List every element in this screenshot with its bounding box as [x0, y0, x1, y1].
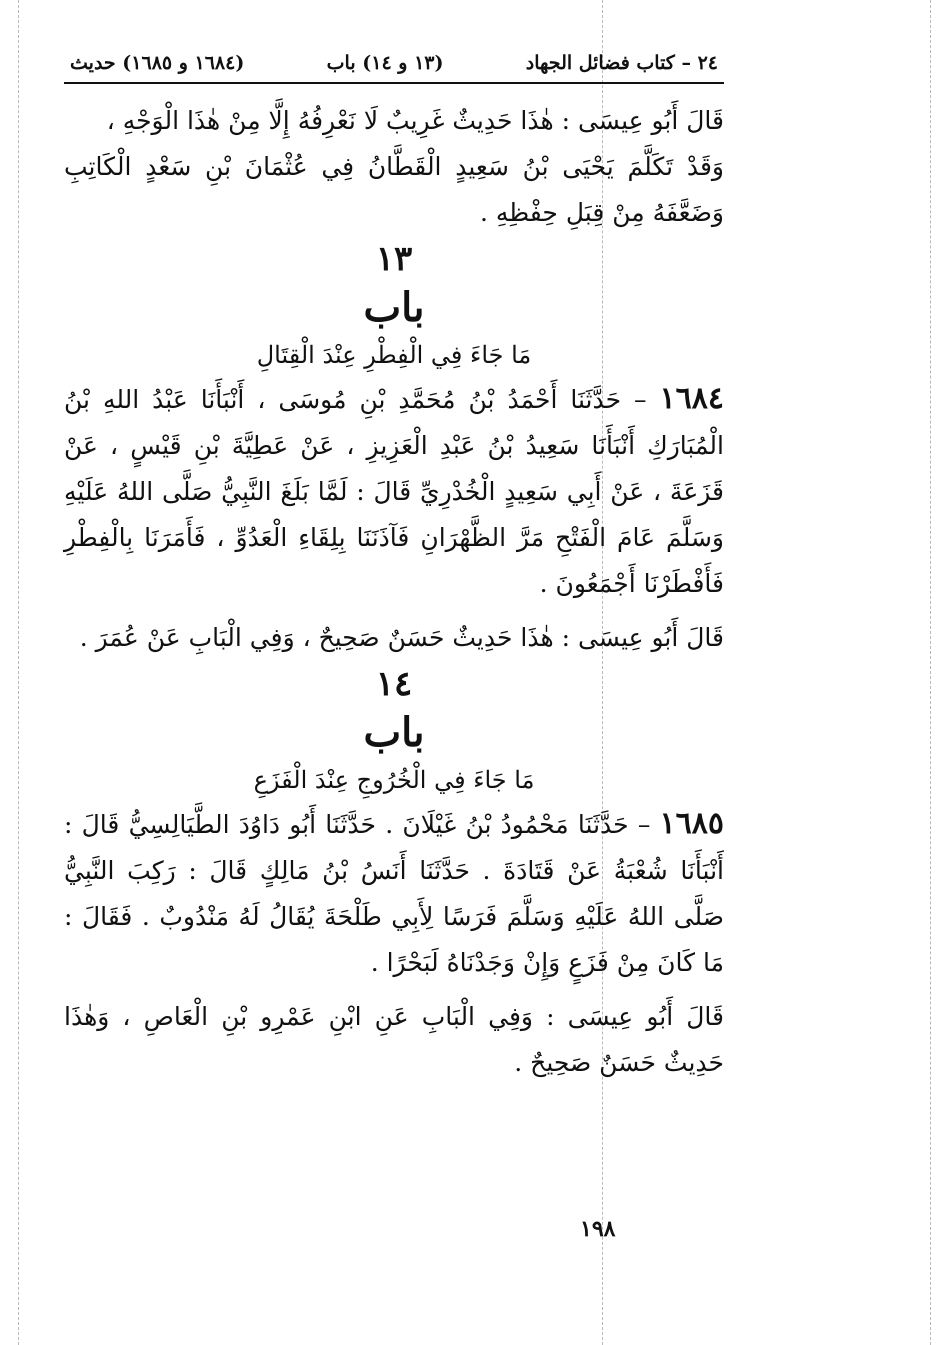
section-13-heading — [64, 236, 724, 376]
header-chapter: ٢٤ – كتاب فضائل الجهاد — [525, 52, 718, 74]
page-number: ١٩٨ — [580, 1216, 616, 1242]
section-number: ١٣ — [375, 239, 413, 279]
book-page — [64, 50, 724, 1280]
intro-comment-continued: وَقَدْ تَكَلَّمَ يَحْيَى بْنُ سَعِيدٍ الْقَطَّانُ فِي عُثْمَانَ بْنِ سَعْدٍ الْكَاتِبِ وَضَعَّفَهُ مِنْ قِبَلِ حِفْظِهِ . — [64, 152, 724, 227]
hadith-number: ١٦٨٥ — [659, 806, 724, 841]
section-title: مَا جَاءَ فِي الْفِطْرِ عِنْدَ الْقِتَالِ — [256, 341, 532, 369]
bab-heading: باب — [363, 709, 425, 756]
section-number: ١٤ — [375, 664, 413, 704]
hadith-1685 — [64, 801, 724, 986]
intro-comment: قَالَ أَبُو عِيسَى : هٰذَا حَدِيثٌ غَرِيبٌ لَا نَعْرِفُهُ إِلَّا مِنْ هٰذَا الْوَجْهِ ، — [106, 106, 724, 135]
section-title: مَا جَاءَ فِي الْخُرُوجِ عِنْدَ الْفَزَعِ — [253, 766, 535, 794]
scan-guide-line — [930, 0, 931, 1345]
running-header — [64, 50, 724, 84]
hadith-text: – حَدَّثَنَا أَحْمَدُ بْنُ مُحَمَّدِ بْنِ مُوسَى ، أَنْبَأَنَا عَبْدُ اللهِ بْنُ الْمُبَارَكِ أَنْبَأَنَا سَعِيدُ بْنُ عَبْدِ الْعَزِيزِ ، عَنْ عَطِيَّةَ بْنِ قَيْسٍ ، عَنْ قَزَعَةَ ، عَنْ أَبِي سَعِيدٍ الْخُدْرِيِّ قَالَ : لَمَّا بَلَغَ النَّبِيُّ صَلَّى اللهُ عَلَيْهِ وَسَلَّمَ عَامَ الْفَتْحِ مَرَّ الظَّهْرَانِ فَآذَنَنَا بِلِقَاءِ الْعَدُوِّ ، فَأَمَرَنَا بِالْفِطْرِ فَأَفْطَرْنَا أَجْمَعُونَ . — [64, 385, 724, 598]
hadith-text: – حَدَّثَنَا مَحْمُودُ بْنُ غَيْلَانَ . حَدَّثَنَا أَبُو دَاوُدَ الطَّيَالِسِيُّ قَالَ : أَنْبَأَنَا شُعْبَةُ عَنْ قَتَادَةَ . حَدَّثَنَا أَنَسُ بْنُ مَالِكٍ قَالَ : رَكِبَ النَّبِيُّ صَلَّى اللهُ عَلَيْهِ وَسَلَّمَ فَرَسًا لِأَبِي طَلْحَةَ يُقَالُ لَهُ مَنْدُوبٌ . فَقَالَ : مَا كَانَ مِنْ فَزَعٍ وَإِنْ وَجَدْنَاهُ لَبَحْرًا . — [64, 810, 724, 977]
header-bab: (١٣ و ١٤) باب — [326, 52, 444, 74]
hadith-1684 — [64, 376, 724, 607]
section-14-heading — [64, 661, 724, 801]
scan-guide-line — [18, 0, 19, 1345]
hadith-1685-comment: قَالَ أَبُو عِيسَى : وَفِي الْبَابِ عَنِ ابْنِ عَمْرِو بْنِ الْعَاصِ ، وَهٰذَا حَدِيثٌ حَسَنٌ صَحِيحٌ . — [64, 1002, 724, 1077]
header-hadith-range: (١٦٨٤ و ١٦٨٥) حديث — [70, 52, 245, 74]
hadith-number: ١٦٨٤ — [659, 381, 724, 416]
bab-heading: باب — [363, 284, 425, 331]
hadith-1684-comment: قَالَ أَبُو عِيسَى : هٰذَا حَدِيثٌ حَسَنٌ صَحِيحٌ ، وَفِي الْبَابِ عَنْ عُمَرَ . — [79, 623, 724, 652]
